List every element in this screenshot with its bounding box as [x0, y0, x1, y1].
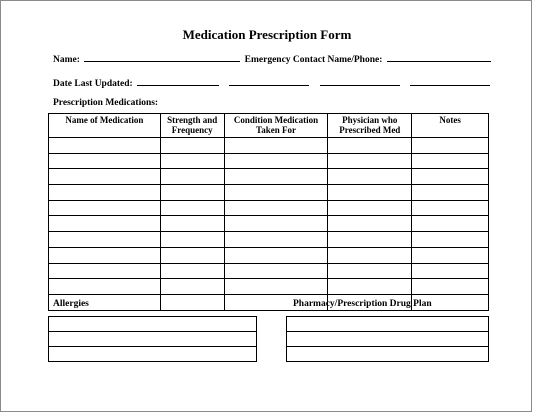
- table-cell[interactable]: [49, 317, 257, 332]
- name-field[interactable]: [84, 52, 240, 62]
- table-cell[interactable]: [160, 185, 224, 201]
- table-cell[interactable]: [328, 200, 412, 216]
- table-row: [49, 263, 489, 279]
- name-label: Name:: [53, 55, 80, 65]
- table-cell[interactable]: [49, 216, 161, 232]
- table-row: [49, 138, 489, 154]
- table-cell[interactable]: [224, 216, 328, 232]
- pharmacy-table: [286, 316, 489, 362]
- table-cell[interactable]: [328, 216, 412, 232]
- allergies-section-label: Allergies: [53, 299, 89, 309]
- table-cell[interactable]: [328, 138, 412, 154]
- table-cell[interactable]: [224, 247, 328, 263]
- table-cell[interactable]: [412, 279, 489, 295]
- table-row: [49, 200, 489, 216]
- table-row: [49, 247, 489, 263]
- table-cell[interactable]: [49, 153, 161, 169]
- allergies-table-body: [49, 317, 257, 362]
- column-header: Notes: [412, 114, 489, 138]
- page-title: Medication Prescription Form: [182, 27, 352, 42]
- table-cell[interactable]: [287, 317, 489, 332]
- table-cell[interactable]: [160, 232, 224, 248]
- table-cell[interactable]: [49, 347, 257, 362]
- pharmacy-section-label: Pharmacy/Prescription Drug Plan: [293, 299, 432, 309]
- table-row: [287, 347, 489, 362]
- table-cell[interactable]: [224, 200, 328, 216]
- name-line: [53, 52, 493, 65]
- table-cell[interactable]: [328, 153, 412, 169]
- table-row: [49, 153, 489, 169]
- table-cell[interactable]: [160, 153, 224, 169]
- column-header: Condition Medication Taken For: [224, 114, 328, 138]
- column-header: Name of Medication: [49, 114, 161, 138]
- table-cell[interactable]: [412, 169, 489, 185]
- date-field-3[interactable]: [320, 76, 400, 86]
- table-cell[interactable]: [49, 279, 161, 295]
- table-row: [49, 169, 489, 185]
- table-cell[interactable]: [328, 263, 412, 279]
- table-cell[interactable]: [160, 200, 224, 216]
- table-cell[interactable]: [412, 263, 489, 279]
- table-cell[interactable]: [224, 279, 328, 295]
- table-cell[interactable]: [412, 247, 489, 263]
- medications-table: [48, 113, 489, 311]
- emergency-contact-label: Emergency Contact Name/Phone:: [244, 55, 383, 65]
- table-cell[interactable]: [49, 169, 161, 185]
- table-row: [49, 332, 257, 347]
- pharmacy-table-body: [287, 317, 489, 362]
- table-cell[interactable]: [328, 232, 412, 248]
- column-header: Physician who Prescribed Med: [328, 114, 412, 138]
- table-cell[interactable]: [328, 185, 412, 201]
- table-cell[interactable]: [412, 138, 489, 154]
- table-cell[interactable]: [328, 169, 412, 185]
- table-row: [49, 347, 257, 362]
- table-cell[interactable]: [49, 200, 161, 216]
- allergies-table: [48, 316, 257, 362]
- table-cell[interactable]: [49, 332, 257, 347]
- date-label: Date Last Updated:: [53, 79, 133, 89]
- table-cell[interactable]: [287, 332, 489, 347]
- date-field-2[interactable]: [229, 76, 309, 86]
- table-row: [287, 332, 489, 347]
- table-cell[interactable]: [224, 185, 328, 201]
- table-cell[interactable]: [412, 200, 489, 216]
- table-cell[interactable]: [224, 263, 328, 279]
- date-field-1[interactable]: [137, 76, 219, 86]
- column-header: Strength and Frequency: [160, 114, 224, 138]
- medications-table-body: [49, 138, 489, 311]
- table-cell[interactable]: [160, 279, 224, 295]
- emergency-contact-field[interactable]: [387, 52, 491, 62]
- table-cell[interactable]: [328, 247, 412, 263]
- table-cell[interactable]: [49, 185, 161, 201]
- table-cell[interactable]: [412, 232, 489, 248]
- table-cell[interactable]: [224, 169, 328, 185]
- table-cell[interactable]: [160, 294, 224, 310]
- table-cell[interactable]: [49, 247, 161, 263]
- table-cell[interactable]: [160, 247, 224, 263]
- table-row: [49, 232, 489, 248]
- table-row: [287, 317, 489, 332]
- table-cell[interactable]: [224, 232, 328, 248]
- table-row: [49, 279, 489, 295]
- table-row: [49, 317, 257, 332]
- table-cell[interactable]: [160, 263, 224, 279]
- table-cell[interactable]: [160, 216, 224, 232]
- table-cell[interactable]: [160, 138, 224, 154]
- table-cell[interactable]: [224, 153, 328, 169]
- table-cell[interactable]: [328, 279, 412, 295]
- table-row: [49, 216, 489, 232]
- table-cell[interactable]: [224, 138, 328, 154]
- medications-section-label: Prescription Medications:: [53, 98, 159, 108]
- date-line: [53, 76, 492, 89]
- table-cell[interactable]: [160, 169, 224, 185]
- table-row: [49, 185, 489, 201]
- table-cell[interactable]: [287, 347, 489, 362]
- table-cell[interactable]: [412, 185, 489, 201]
- table-cell[interactable]: [49, 138, 161, 154]
- table-cell[interactable]: [49, 263, 161, 279]
- table-cell[interactable]: [412, 216, 489, 232]
- table-cell[interactable]: [412, 153, 489, 169]
- table-cell[interactable]: [49, 232, 161, 248]
- date-field-4[interactable]: [410, 76, 490, 86]
